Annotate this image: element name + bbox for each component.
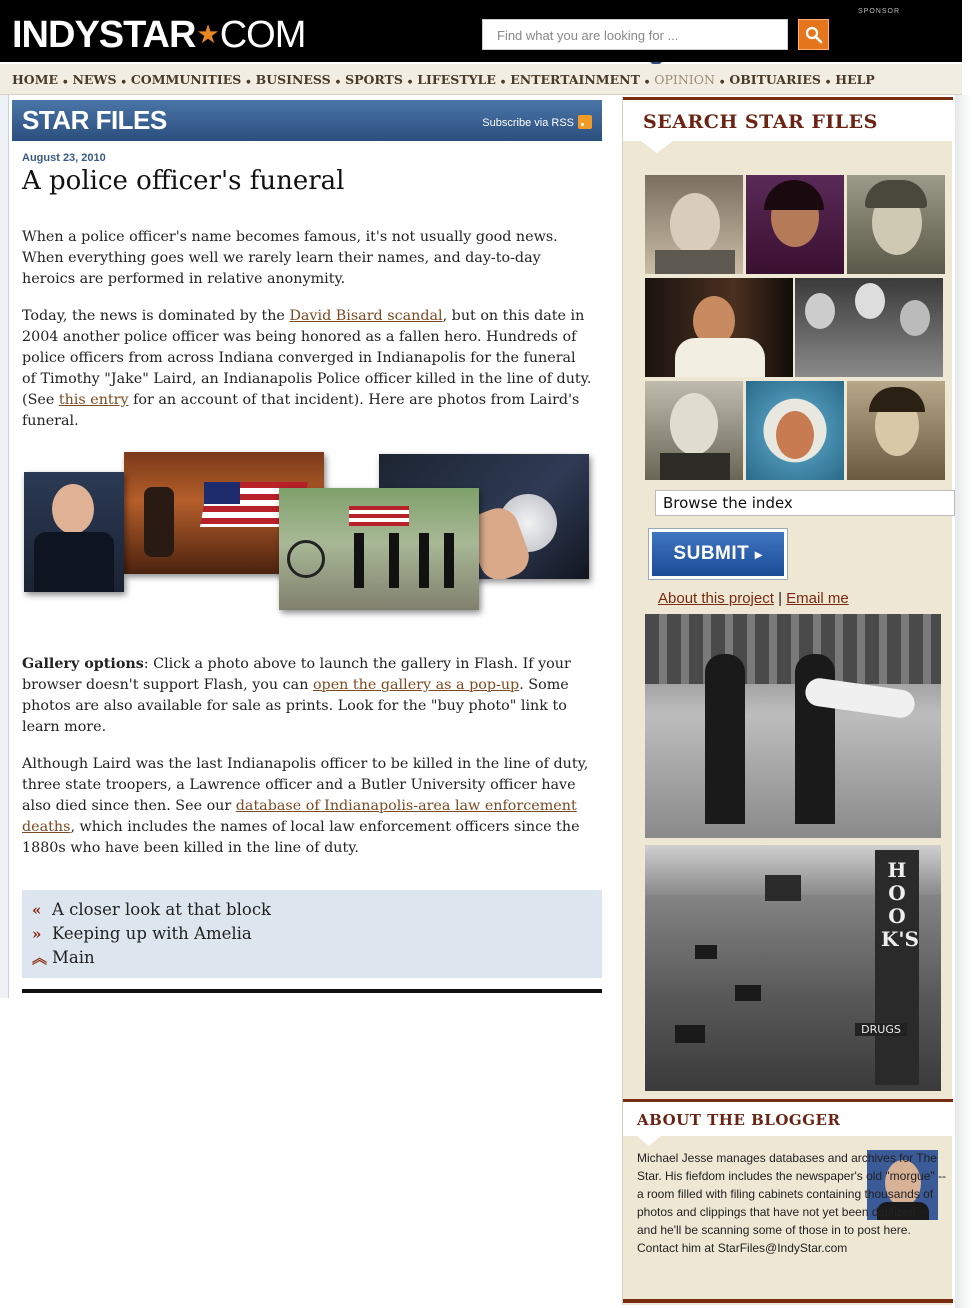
content-divider (22, 989, 602, 993)
archive-thumb-elderly-man[interactable] (645, 175, 743, 274)
submit-label: SUBMIT (673, 543, 750, 564)
archive-thumb-group-photo[interactable] (795, 278, 943, 377)
this-entry-link[interactable]: this entry (58, 392, 129, 408)
search-star-files-header (623, 97, 953, 141)
nav-item-opinion[interactable]: OPINION (654, 72, 715, 87)
about-blogger-header (623, 1102, 953, 1136)
next-post-label: Keeping up with Amelia (52, 924, 252, 943)
rss-subscribe-link[interactable] (482, 115, 592, 129)
nav-separator: ● (644, 79, 650, 85)
rss-icon (578, 115, 592, 129)
nav-separator: ● (121, 79, 126, 85)
text-run: , which includes the names of local law enforcement officers since the 1880s who have been killed in the line of duty. (22, 819, 580, 856)
gallery-collage[interactable] (24, 452, 596, 612)
indystar-logo[interactable] (12, 14, 305, 54)
post-paragraph-4 (22, 754, 592, 859)
sidebar-bottom-rule (623, 1299, 953, 1303)
text-run: Although Laird was the last Indianapolis officer to be killed in the line of duty, three state troopers, a Lawrence officer and a Butler University officer have also died since then. See our (22, 756, 589, 814)
page-right-border (955, 95, 972, 1308)
about-blogger-text (637, 1149, 947, 1257)
nav-item-obituaries[interactable]: OBITUARIES (729, 72, 821, 87)
email-me-link[interactable]: Email me (786, 590, 849, 607)
logo-wordmark: INDYSTAR (12, 14, 196, 56)
post-paragraph-3 (22, 654, 592, 738)
david-bisard-link[interactable]: David Bisard scandal (289, 308, 443, 324)
prev-post-link[interactable] (32, 898, 602, 922)
blog-content (12, 100, 602, 967)
text-run: , but on this date in 2004 another police officer was being honored as a fallen hero. Hundreds of police officers from across Indiana converged in Indianapolis for the funeral of Timothy "Jake" Laird, an Indianapolis Police officer killed in the line of duty. (See (22, 308, 592, 408)
blog-banner (12, 100, 602, 141)
post-navigation (22, 890, 602, 978)
archive-thumb-man-glasses[interactable] (645, 381, 743, 480)
nav-item-sports[interactable]: SPORTS (345, 72, 403, 87)
submit-button[interactable] (649, 529, 787, 579)
main-nav (0, 64, 962, 95)
nav-item-lifestyle[interactable]: LIFESTYLE (417, 72, 496, 87)
search-star-files-title: SEARCH STAR FILES (643, 111, 878, 133)
main-page-link[interactable] (32, 946, 602, 970)
nav-separator: ● (63, 79, 68, 85)
text-run: Today, the news is dominated by the (22, 308, 290, 324)
site-search-input[interactable]: Find what you are looking for ... (482, 19, 788, 50)
blog-title[interactable]: STAR FILES (22, 105, 167, 135)
gallery-options-label: Gallery options (22, 656, 144, 672)
prev-post-label: A closer look at that block (52, 900, 272, 919)
nav-separator: ● (825, 79, 831, 85)
law-enforcement-deaths-link[interactable]: database of Indianapolis-area law enforcement deaths (22, 798, 577, 835)
archive-photo-street[interactable] (645, 845, 941, 1091)
next-post-link[interactable] (32, 922, 602, 946)
archive-thumbnail-grid (645, 175, 947, 481)
text-run: for an account of that incident). Here are photos from Laird's funeral. (22, 392, 580, 429)
header-notch (641, 141, 673, 153)
link-separator: | (778, 590, 782, 607)
browse-index-select[interactable]: Browse the index (655, 490, 955, 516)
about-blogger-body: Michael Jesse manages databases and archives for The Star. His fiefdom includes the newspaper's old "morgue" -- a room filled with filing cabinets containing thousands of photos and clippings that have not yet been digitized -- and he'll be scanning some of those in to post here. Contact him at StarFiles@IndyStar.com (637, 1151, 946, 1255)
chevron-right-icon: ▸ (755, 546, 763, 562)
about-notch (637, 1136, 661, 1146)
page-left-border (0, 95, 9, 998)
double-left-arrow-icon: « (32, 901, 42, 919)
archive-photo-sailors[interactable] (645, 614, 941, 838)
site-header (0, 0, 962, 62)
gallery-photo-procession[interactable] (279, 488, 479, 610)
nav-item-home[interactable]: HOME (12, 72, 59, 87)
post-date: August 23, 2010 (22, 152, 106, 164)
nav-separator: ● (335, 79, 341, 85)
post-paragraph-1: When a police officer's name becomes famous, it's not usually good news. When everything goes well we rarely learn their names, and day-to-day heroics are performed in relative anonymity. (22, 229, 558, 287)
about-project-link[interactable]: About this project (658, 590, 774, 607)
archive-thumb-lincoln[interactable] (847, 381, 945, 480)
text-run: : Click a photo above to launch the gallery in Flash. If your browser doesn't support Flash, you can (22, 656, 571, 693)
nav-separator: ● (719, 79, 725, 85)
sidebar (622, 97, 952, 1305)
gallery-popup-link[interactable]: open the gallery as a pop-up (312, 677, 520, 693)
archive-thumb-astronaut[interactable] (746, 381, 844, 480)
nav-item-help[interactable]: HELP (835, 72, 875, 87)
nav-separator: ● (500, 79, 506, 85)
archive-thumb-singer[interactable] (746, 175, 844, 274)
double-up-arrow-icon: ︽ (32, 949, 48, 967)
post-paragraph-2 (22, 306, 592, 432)
nav-item-communities[interactable]: COMMUNITIES (130, 72, 242, 87)
sidebar-links (658, 590, 849, 607)
nav-item-entertainment[interactable]: ENTERTAINMENT (510, 72, 640, 87)
hooks-sign: HOOK'S (881, 858, 919, 951)
logo-suffix: COM (219, 14, 306, 56)
logo-star-icon: ★ (196, 19, 219, 49)
text-run: . Some photos are also available for sale as prints. Look for the "buy photo" link to learn more. (22, 677, 569, 735)
main-page-label: Main (52, 948, 95, 967)
sponsor-label: SPONSOR (858, 8, 901, 15)
post-title: A police officer's funeral (22, 166, 345, 196)
site-search-button[interactable] (798, 19, 829, 50)
search-icon (805, 26, 823, 44)
drugs-sign: DRUGS (855, 1023, 907, 1036)
archive-thumb-aviator[interactable] (847, 175, 945, 274)
nav-item-business[interactable]: BUSINESS (255, 72, 331, 87)
nav-separator: ● (407, 79, 413, 85)
archive-thumb-performer[interactable] (645, 278, 793, 377)
double-right-arrow-icon: » (32, 925, 42, 943)
nav-separator: ● (246, 79, 251, 85)
rss-label: Subscribe via RSS (482, 117, 574, 129)
gallery-photo-officer-portrait[interactable] (24, 472, 124, 592)
nav-item-news[interactable]: NEWS (72, 72, 117, 87)
about-blogger-title: ABOUT THE BLOGGER (637, 1111, 841, 1129)
